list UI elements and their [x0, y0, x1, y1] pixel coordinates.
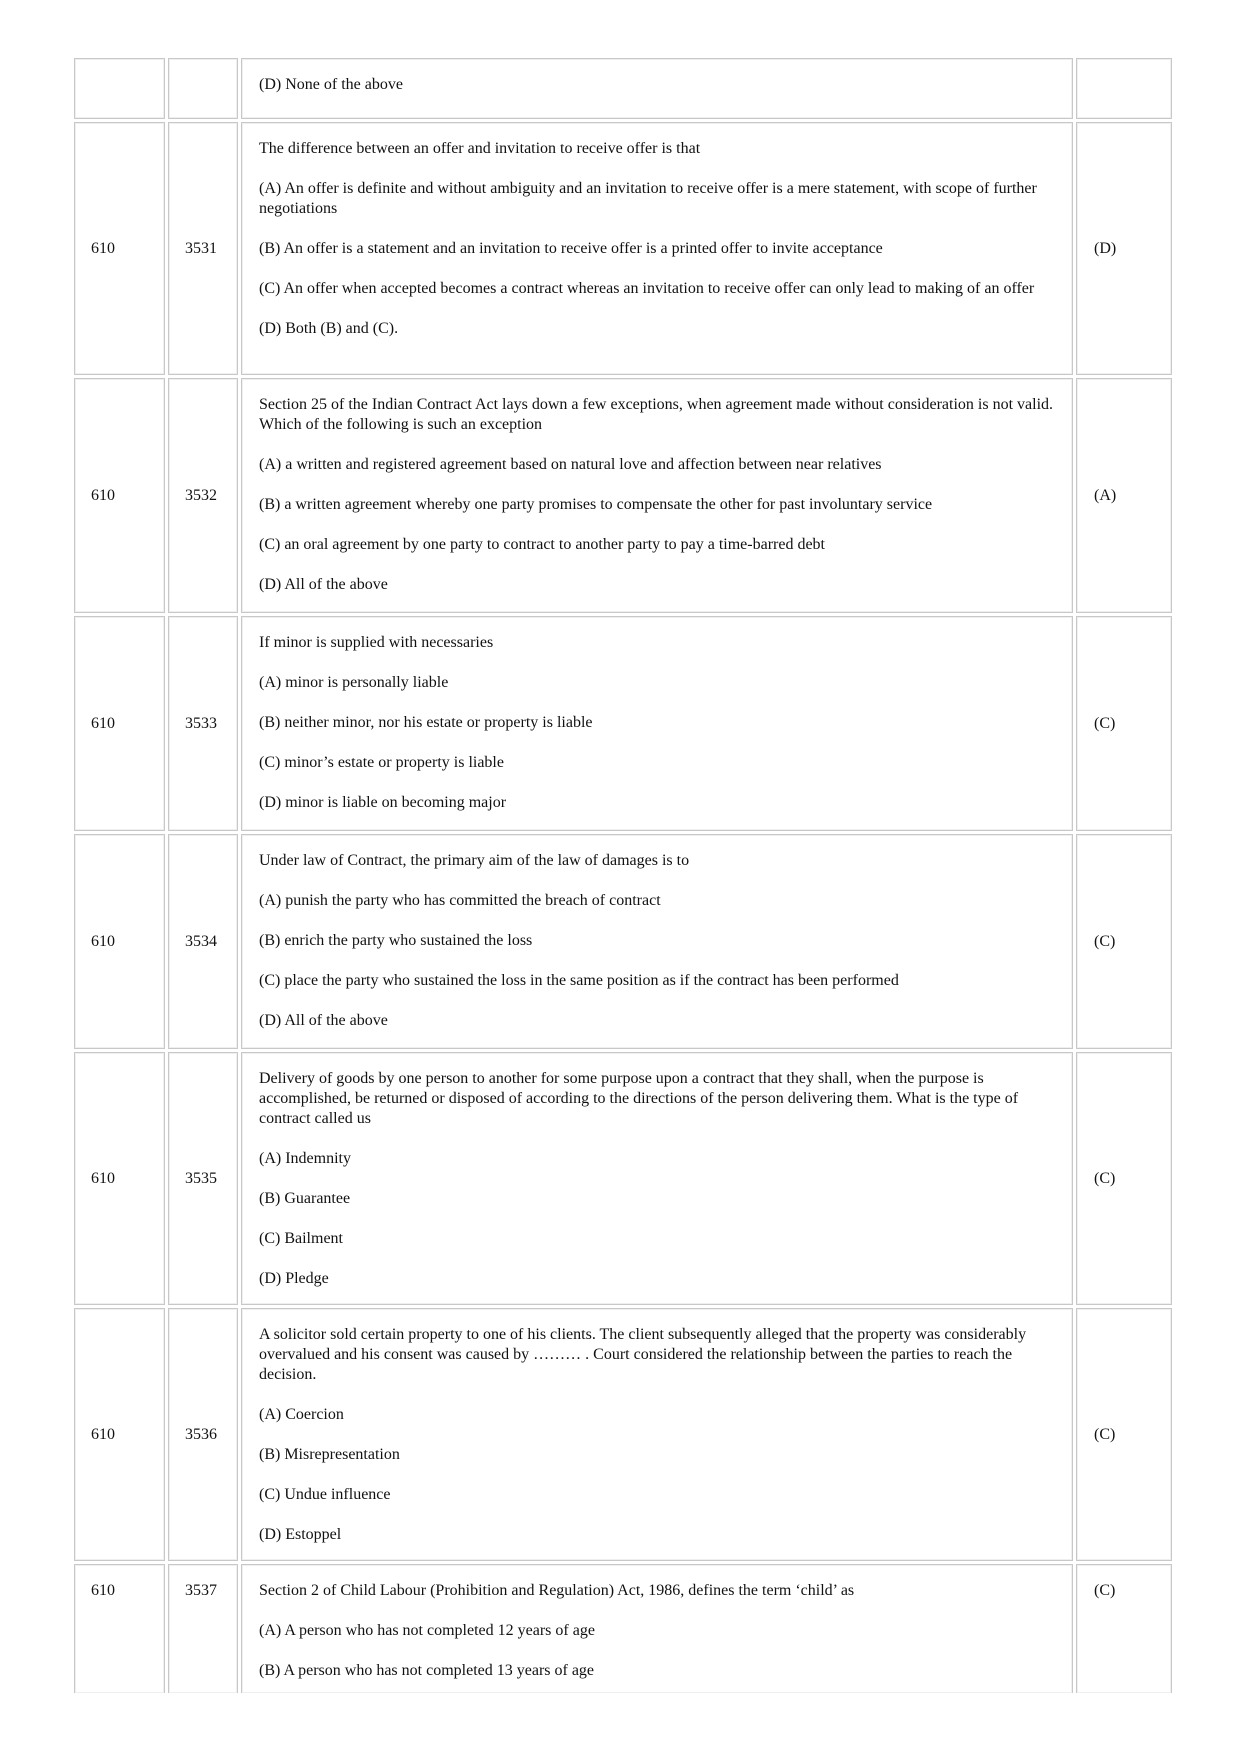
question-number-cell: 3535	[168, 1052, 238, 1305]
question-text: Section 25 of the Indian Contract Act lays down a few exceptions, when agreement made without consideration is not valid. Which of the following is such an exception	[259, 396, 1054, 433]
table-row	[74, 58, 1172, 119]
option-b: (B) A person who has not completed 13 years of age	[259, 1662, 595, 1679]
answer-cell: (D)	[1076, 122, 1172, 375]
table-row	[74, 122, 1172, 375]
paper-code-cell: 610	[74, 1052, 165, 1305]
answer-cell: (C)	[1076, 616, 1172, 831]
table-row	[74, 834, 1172, 1049]
option-a: (A) Indemnity	[259, 1150, 351, 1167]
paper-code-cell: 610	[74, 122, 165, 375]
option-b: (B) enrich the party who sustained the loss	[259, 932, 533, 949]
paper-code-cell	[74, 58, 165, 119]
table-row	[74, 616, 1172, 831]
option-b: (B) Guarantee	[259, 1190, 351, 1207]
option-c: (C) minor’s estate or property is liable	[259, 754, 504, 771]
question-cell	[241, 616, 1073, 831]
option-a: (A) minor is personally liable	[259, 674, 449, 691]
answer-cell	[1076, 58, 1172, 119]
question-number-cell	[168, 58, 238, 119]
question-text: Section 2 of Child Labour (Prohibition and Regulation) Act, 1986, defines the term ‘child’ as	[259, 1582, 855, 1599]
table-row	[74, 1308, 1172, 1561]
option-a: (A) A person who has not completed 12 years of age	[259, 1622, 595, 1639]
option-d: (D) Estoppel	[259, 1526, 342, 1543]
paper-code-cell: 610	[74, 378, 165, 613]
option-c: (C) Bailment	[259, 1230, 343, 1247]
option-b: (B) An offer is a statement and an invitation to receive offer is a printed offer to invite acceptance	[259, 240, 883, 257]
question-cell	[241, 58, 1073, 119]
option-d: (D) All of the above	[259, 576, 388, 593]
answer-cell: (A)	[1076, 378, 1172, 613]
option-b: (B) neither minor, nor his estate or property is liable	[259, 714, 593, 731]
question-text: Under law of Contract, the primary aim of the law of damages is to	[259, 852, 690, 869]
question-cell	[241, 122, 1073, 375]
question-number-cell: 3531	[168, 122, 238, 375]
answer-cell: (C)	[1076, 1052, 1172, 1305]
option-d: (D) Pledge	[259, 1270, 329, 1287]
option-a: (A) punish the party who has committed the breach of contract	[259, 892, 661, 909]
question-number-cell: 3536	[168, 1308, 238, 1561]
question-number-cell: 3532	[168, 378, 238, 613]
paper-code-cell: 610	[74, 616, 165, 831]
question-cell	[241, 834, 1073, 1049]
question-number-cell: 3537	[168, 1564, 238, 1693]
question-cell	[241, 1564, 1073, 1693]
option-b: (B) Misrepresentation	[259, 1446, 400, 1463]
question-text: Delivery of goods by one person to another for some purpose upon a contract that they shall, when the purpose is accomplished, be returned or disposed of according to the directions of the person delivering them. What is the type of contract called us	[259, 1070, 1019, 1127]
answer-cell: (C)	[1076, 1308, 1172, 1561]
answer-cell: (C)	[1076, 834, 1172, 1049]
answer-cell: (C)	[1076, 1564, 1172, 1693]
option-c: (C) an oral agreement by one party to contract to another party to pay a time-barred debt	[259, 536, 825, 553]
paper-code-cell: 610	[74, 1564, 165, 1693]
question-cell	[241, 1308, 1073, 1561]
paper-code-cell: 610	[74, 834, 165, 1049]
question-cell	[241, 1052, 1073, 1305]
option-a: (A) a written and registered agreement based on natural love and affection between near relatives	[259, 456, 882, 473]
option-c: (C) Undue influence	[259, 1486, 391, 1503]
option-c: (C) place the party who sustained the loss in the same position as if the contract has been performed	[259, 972, 899, 989]
question-cell	[241, 378, 1073, 613]
table-row	[74, 1052, 1172, 1305]
table-row	[74, 1564, 1172, 1693]
question-text: The difference between an offer and invitation to receive offer is that	[259, 140, 701, 157]
question-number-cell: 3534	[168, 834, 238, 1049]
question-table	[74, 58, 1172, 1693]
option-b: (B) a written agreement whereby one party promises to compensate the other for past involuntary service	[259, 496, 933, 513]
option-d: (D) minor is liable on becoming major	[259, 794, 507, 811]
option-a: (A) Coercion	[259, 1406, 344, 1423]
option-c: (C) An offer when accepted becomes a contract whereas an invitation to receive offer can only lead to making of an offer	[259, 280, 1035, 297]
option-a: (A) An offer is definite and without ambiguity and an invitation to receive offer is a mere statement, with scope of further negotiations	[259, 180, 1037, 217]
paper-code-cell: 610	[74, 1308, 165, 1561]
option-d: (D) All of the above	[259, 1012, 388, 1029]
option-d: (D) None of the above	[259, 76, 403, 93]
option-d: (D) Both (B) and (C).	[259, 320, 399, 337]
question-text: If minor is supplied with necessaries	[259, 634, 494, 651]
question-number-cell: 3533	[168, 616, 238, 831]
question-text: A solicitor sold certain property to one of his clients. The client subsequently alleged that the property was considerably overvalued and his consent was caused by ……… . Court considered the relationship between the parties to reach the decision.	[259, 1326, 1027, 1383]
table-row	[74, 378, 1172, 613]
